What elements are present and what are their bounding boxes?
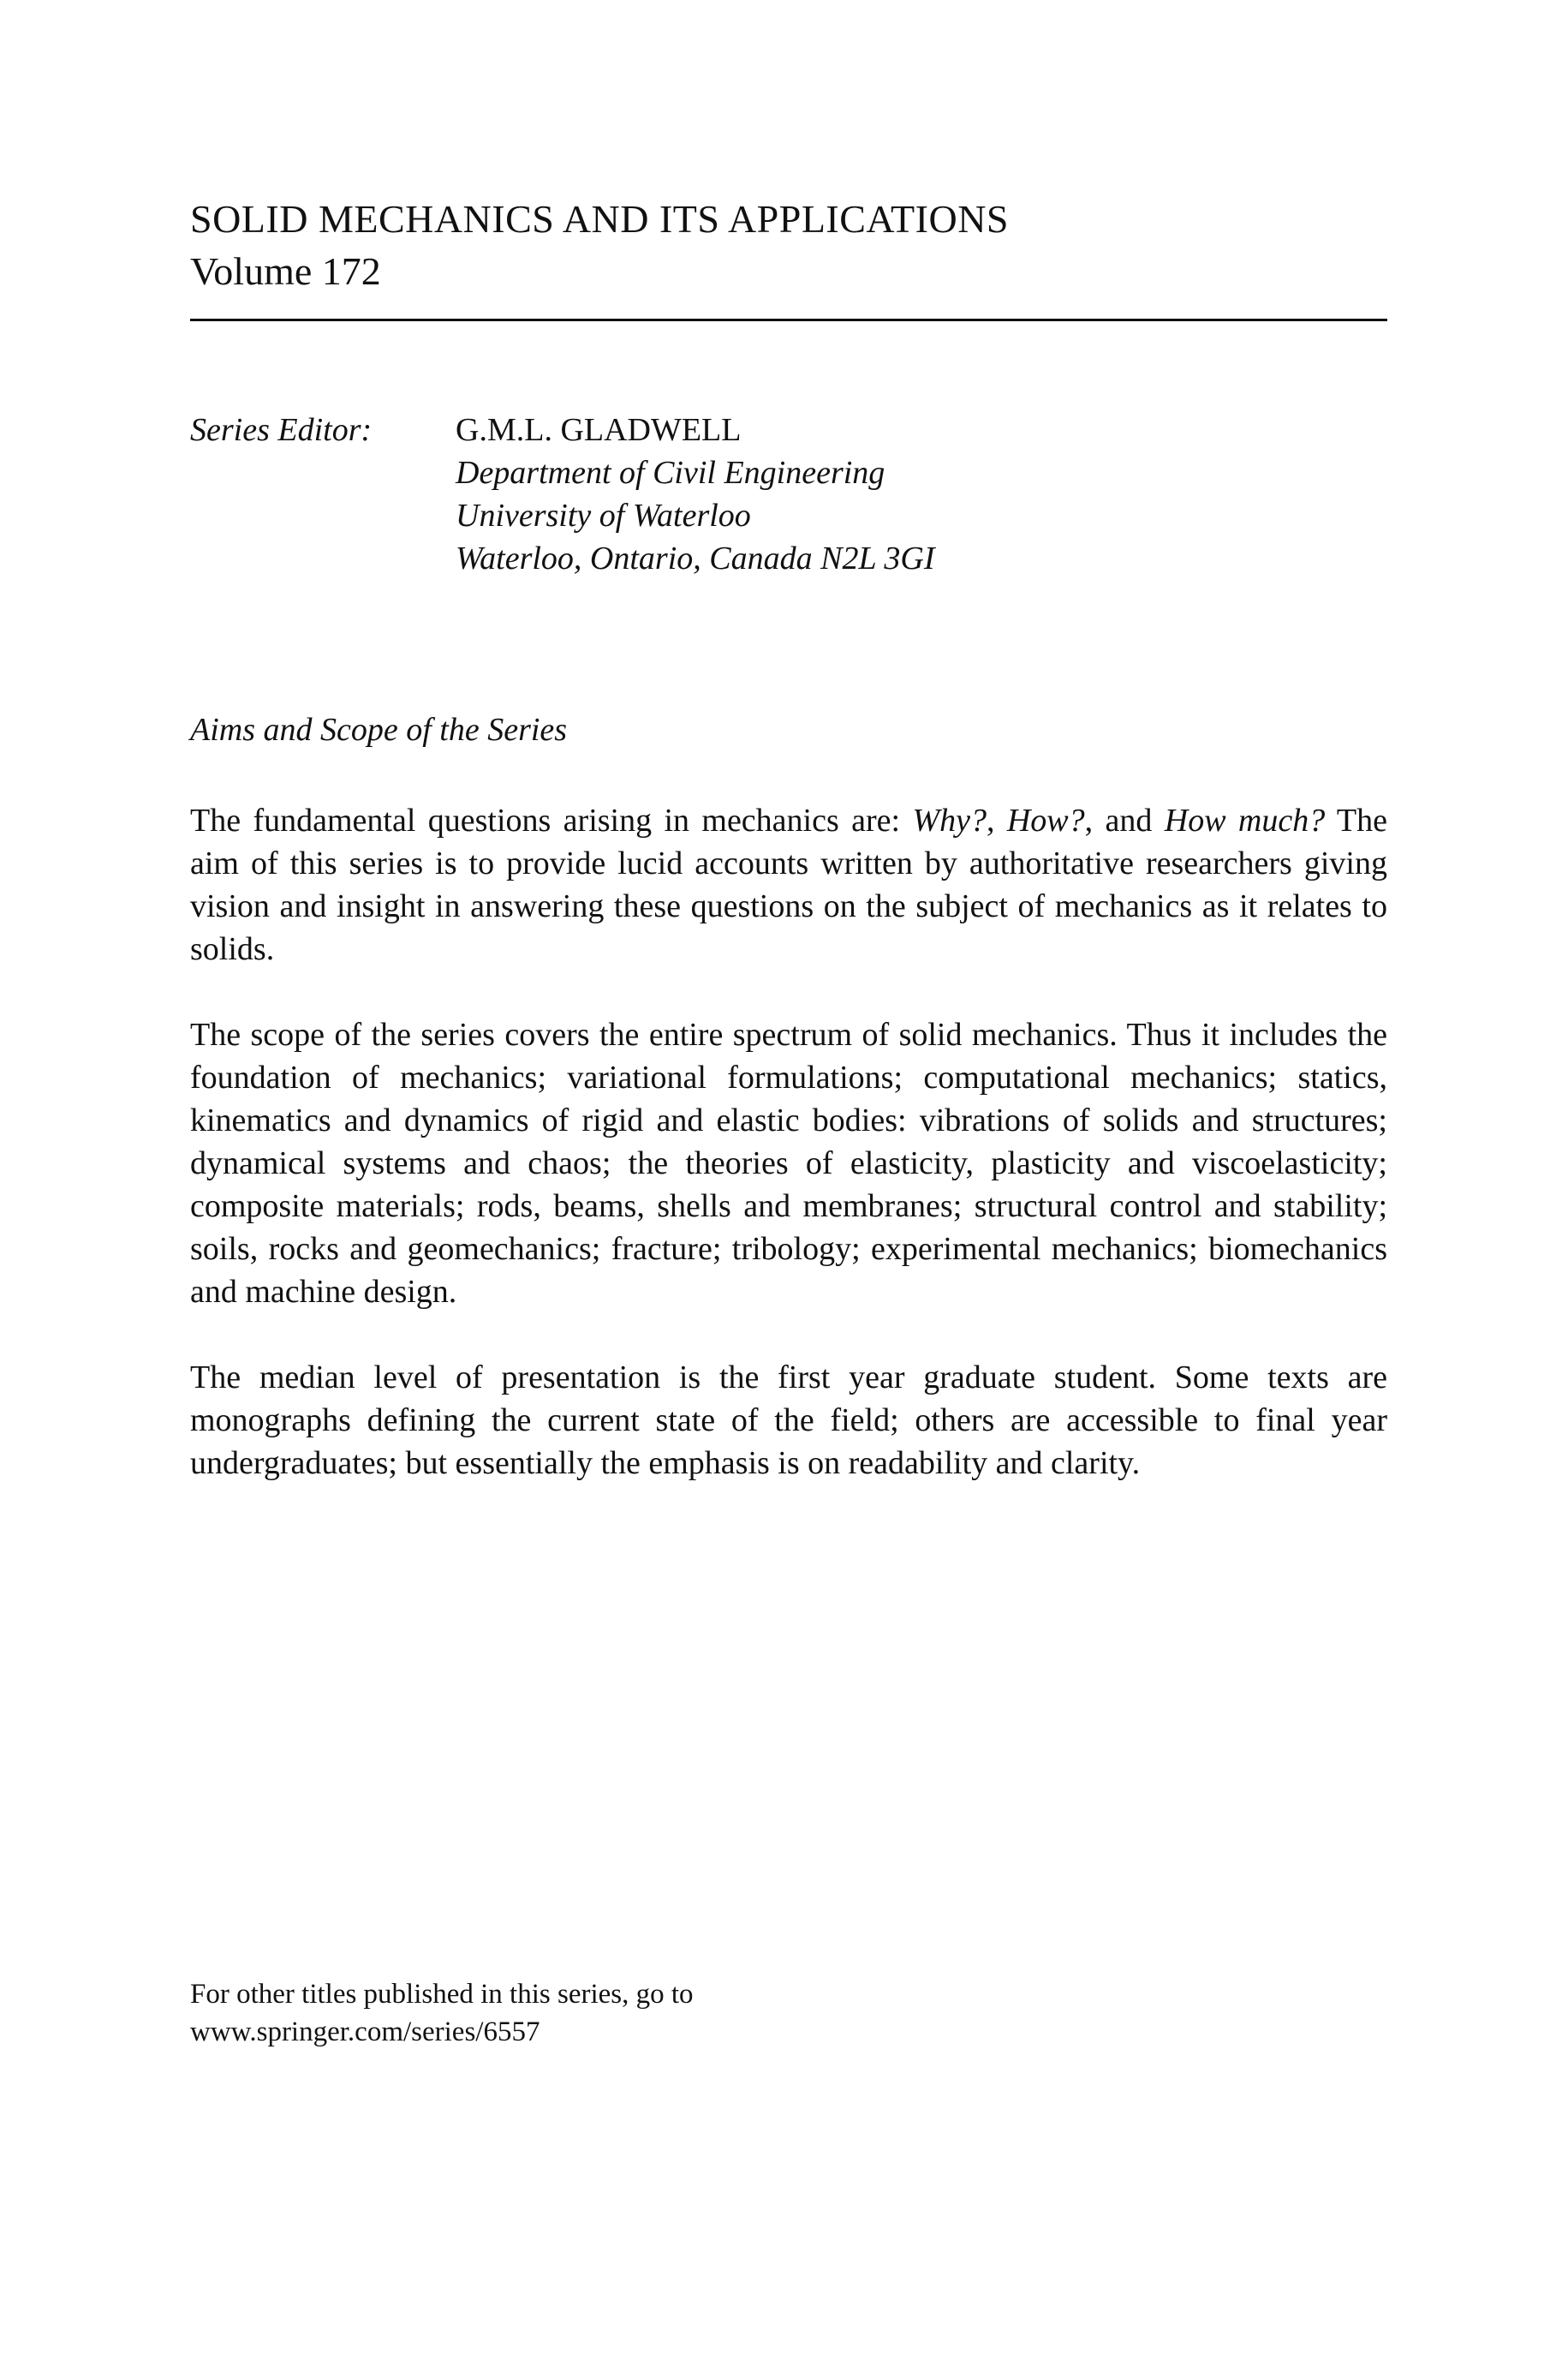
question-how-much: How much? bbox=[1164, 803, 1326, 839]
aims-paragraph-2: The scope of the series covers the entire spectrum of solid mechanics. Thus it includes the foundation of mechanics; variational formulations; computational mechanics; statics, kinematics and dynamics of rigid and elastic bodies: vibrations of solids and structures; dynamical systems and chaos; the theories of elasticity, plasticity and viscoelasticity; composite materials; rods, beams, shells and membranes; structural control and stability; soils, rocks and geomechanics; fracture; tribology; experimental mechanics; biomechanics and machine design. bbox=[190, 1017, 1387, 1311]
footer-text: For other titles published in this series, go to bbox=[190, 1979, 694, 2010]
question-how: How? bbox=[1006, 803, 1085, 839]
series-url-link[interactable]: www.springer.com/series/6557 bbox=[190, 2017, 540, 2047]
volume-number: Volume 172 bbox=[190, 249, 381, 294]
aims-paragraph-3: The median level of presentation is the first year graduate student. Some texts are monographs defining the current state of the field; others are accessible to final year undergraduates; but essentially the emphasis is on readability and clarity. bbox=[190, 1359, 1387, 1482]
editor-name: G.M.L. GLADWELL bbox=[456, 412, 742, 449]
series-editor-label: Series Editor: bbox=[190, 412, 373, 449]
header-divider bbox=[190, 319, 1387, 321]
p1-start: The fundamental questions arising in mechanics are: bbox=[190, 803, 913, 839]
series-title: SOLID MECHANICS AND ITS APPLICATIONS bbox=[190, 197, 1009, 241]
footer bbox=[190, 1975, 694, 2051]
question-why: Why? bbox=[912, 803, 987, 839]
series-editor-info bbox=[456, 409, 935, 580]
aims-paragraph-1 bbox=[190, 799, 1387, 971]
series-editor-block bbox=[190, 409, 1387, 580]
p1-sep-1: , bbox=[986, 803, 1007, 839]
editor-address: Waterloo, Ontario, Canada N2L 3GI bbox=[456, 541, 935, 577]
editor-university: University of Waterloo bbox=[456, 498, 751, 535]
editor-department: Department of Civil Engineering bbox=[456, 455, 885, 492]
page-content bbox=[190, 195, 1387, 1485]
p1-sep-2: , and bbox=[1084, 803, 1165, 839]
aims-scope-heading: Aims and Scope of the Series bbox=[190, 712, 568, 749]
p1-rest: The aim of this series is to provide lucid accounts written by authoritative researchers giving vision and insight in answering these questions on the subject of mechanics as it relates to solids. bbox=[190, 803, 1387, 968]
